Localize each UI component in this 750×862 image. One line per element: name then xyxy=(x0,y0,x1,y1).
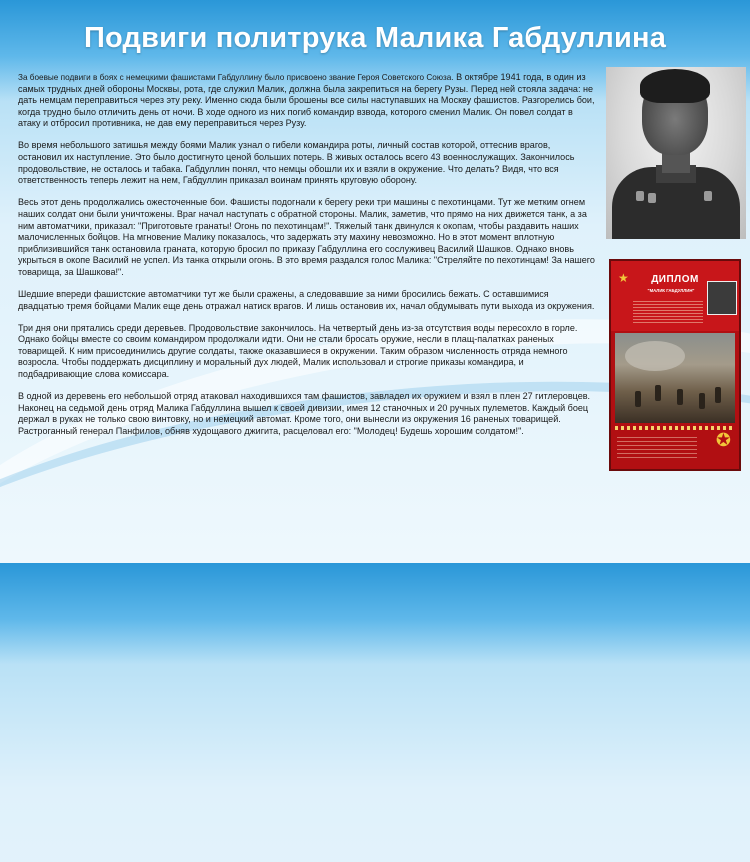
paragraph-1 xyxy=(18,72,595,130)
paragraph-1-text: В октябре 1941 года, в один из самых трудных дней обороны Москвы, рота, где служил Малик, должна была закрепиться на берегу Рузы. Перед ней стояла задача: не дать немцам переправиться через эту реку. Именно сюда были брошены все силы наступавших на Москву фашистов. Разгорелись бои, когда трудно было отличить день от ночи. В ходе одного из них погиб командир взвода, которого сменил Малик. Он повел солдат в атаку и отбросил противника, не дав ему переправиться через Рузу. xyxy=(18,72,595,129)
paragraph-4: Шедшие впереди фашистские автоматчики тут же были сражены, а следовавшие за ними бросились бежать. С оставшимися двадцатью тремя бойцами Малик еще день отражал натиск врагов. И лишь остановив их, начал обдумывать пути выхода из окружения. xyxy=(18,289,595,311)
article-body xyxy=(18,72,595,448)
portrait-photo xyxy=(606,67,746,239)
page-title: Подвиги политрука Малика Габдуллина xyxy=(83,22,667,54)
paragraph-2: Во время небольшого затишья между боями Малик узнал о гибели командира роты, личный состав которой, оттеснив врагов, остановил их наступление. Это было достигнуто ценой больших потерь. В живых осталось всего 43 военнослужащих. Закончилось продовольствие, не осталось и табака. Габдуллин понял, что немцы обошли их и взяли в окружение. Что делать? Видя, что вся ответственность теперь лежит на нем, Габдуллин приказал воинам принять круговую оборону. xyxy=(18,140,575,186)
medal-icon xyxy=(648,193,656,203)
diploma-footer-text xyxy=(617,437,697,459)
medal-icon xyxy=(636,191,644,201)
painting-figure xyxy=(635,391,641,407)
paragraph-3: Весь этот день продолжались ожесточенные бои. Фашисты подогнали к берегу реки три машины с пехотинцами. Тут же метким огнем наших солдат они были уничтожены. Враг начал наступать с обратной стороны. Малик, заметив, что прямо на них движется танк, а за ним автоматчики, приказал: "Приготовьте гранаты! Огонь по пехотинцам!". Тяжелый танк двинулся к окопам, чтобы раздавить наших малочисленных бойцов. На мгновение Малику показалось, что задержать эту махину невозможно. Но в этот момент вплотную приблизившийся танк остановила граната, которую бросил по приказу Габдуллина его сослуживец Василий Шашков. Однако вновь укрыться в окопе Василий не успел. Из танка открыли огонь. В это время раздался голос Малика: "Стреляйте по пехотинцам! За нашего товарища, за Шашкова!". xyxy=(18,197,595,277)
diploma-image xyxy=(609,259,741,471)
diploma-name: "МАЛИК ГАБДУЛЛИН" xyxy=(647,288,695,293)
diploma-battle-painting xyxy=(615,333,735,423)
medal-icon xyxy=(704,191,712,201)
paragraph-1-lead: За боевые подвиги в боях с немецкими фашистами Габдуллину было присвоено звание Героя Советского Союза. xyxy=(18,73,454,82)
painting-figure xyxy=(699,393,705,409)
paragraph-6: В одной из деревень его небольшой отряд атаковал находившихся там фашистов, завладел их оружием и взял в плен 27 гитлеровцев. Наконец на седьмой день отряд Малика Габдуллина вышел к своей дивизии, имея 12 станочных и 20 ручных пулеметов. Каждый боец держал в руках не только свою винтовку, но и немецкий автомат. Кроме того, они вынесли из окружения 16 раненых товарищей. Растроганный генерал Панфилов, обняв худощавого джигита, расцеловал его: "Молодец! Будешь хорошим солдатом!". xyxy=(18,391,591,436)
diploma-text-lines xyxy=(633,301,703,325)
diploma-heading: ДИПЛОМ xyxy=(651,274,699,285)
diploma-portrait xyxy=(707,281,737,315)
portrait-hair xyxy=(640,69,710,103)
painting-figure xyxy=(655,385,661,401)
painting-figure xyxy=(677,389,683,405)
painting-smoke xyxy=(625,341,685,371)
paragraph-5: Три дня они прятались среди деревьев. Продовольствие закончилось. На четвертый день из-за отсутствия воды пересохло в горле. Однако бойцы вместе со своим командиром продолжали идти. Они не стали бросать оружие, несли в плащ-палатках раненых товарищей. К ним присоединились другие солдаты, также оказавшиеся в окружении. Таким образом численность отряда немного возросла. Чтобы поддержать дисциплину и моральный дух людей, Малик использовал и строгие приказы командира, и подбадривающие слова комиссара. xyxy=(18,322,578,380)
star-icon: ★ xyxy=(618,271,629,285)
painting-figure xyxy=(715,387,721,403)
order-icon: ✪ xyxy=(715,430,731,450)
